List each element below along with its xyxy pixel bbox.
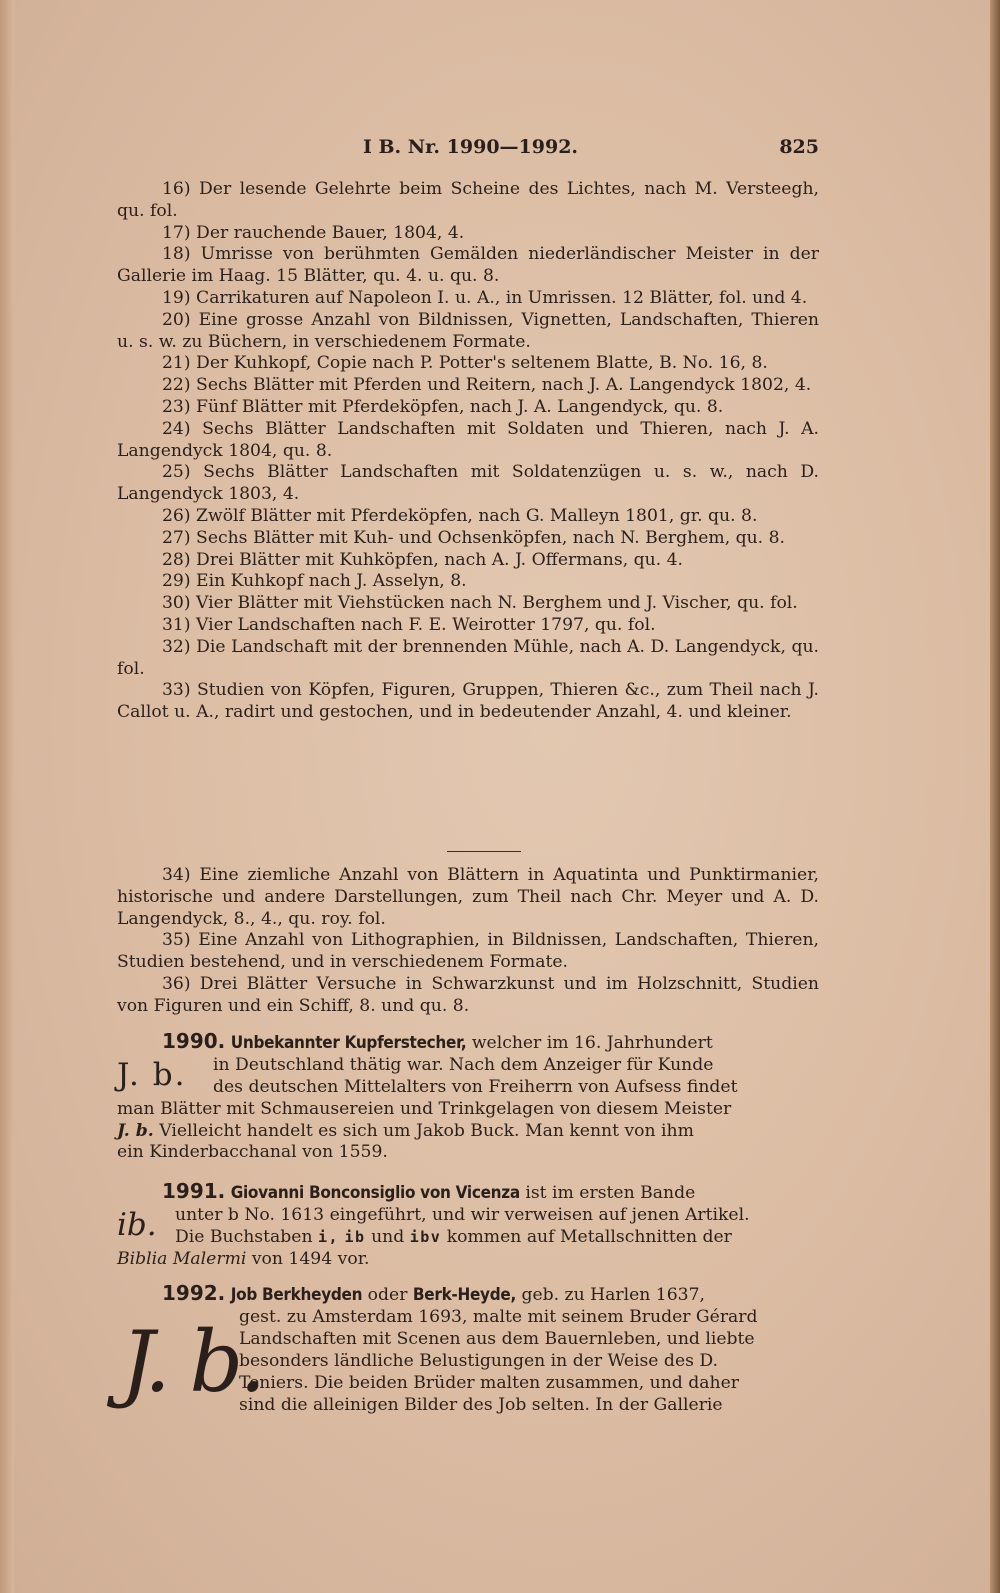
entry-text: oder xyxy=(367,1285,408,1305)
list-item: 30) Vier Blätter mit Viehstücken nach N. Berghem und J. Vischer, qu. fol. xyxy=(162,593,798,614)
letter-mark: ib xyxy=(344,1227,366,1246)
list-item: 36) Drei Blätter Versuche in Schwarzkunst und im Holzschnitt, Studien von Figuren und ein Schiff, 8. und qu. 8. xyxy=(117,973,819,1016)
entry-text: und xyxy=(371,1226,405,1247)
entry-text: ist im ersten Bande xyxy=(525,1183,696,1203)
entry-1991 xyxy=(117,1181,819,1271)
list-item: 16) Der lesende Gelehrte beim Scheine des Lichtes, nach M. Versteegh, qu. fol. xyxy=(117,179,819,221)
entry-1992 xyxy=(117,1283,819,1417)
list-item: 28) Drei Blätter mit Kuhköpfen, nach A. J. Offermans, qu. 4. xyxy=(162,549,684,570)
entry-text: man Blätter mit Schmausereien und Trinkgelagen von diesem Meister xyxy=(117,1098,732,1119)
list-item: 23) Fünf Blätter mit Pferdeköpfen, nach J. A. Langendyck, qu. 8. xyxy=(162,396,724,417)
entry-text: des deutschen Mittelalters von Freiherrn von Aufsess findet xyxy=(213,1076,738,1097)
artist-name: Unbekannter Kupferstecher, xyxy=(230,1033,467,1053)
list-item: 18) Umrisse von berühmten Gemälden niederländischer Meister in der Gallerie im Haag. 15 Blätter, qu. 4. u. qu. 8. xyxy=(117,244,819,287)
entry-1990 xyxy=(117,1031,819,1164)
list-item: 24) Sechs Blätter Landschaften mit Soldaten und Thieren, nach J. A. Langendyck 1804, qu. 8. xyxy=(117,418,819,461)
list-item: 31) Vier Landschaften nach F. E. Weirotter 1797, qu. fol. xyxy=(162,614,656,635)
entry-text: in Deutschland thätig war. Nach dem Anzeiger für Kunde xyxy=(213,1054,714,1075)
monogram: ib. xyxy=(117,1206,157,1243)
entry-text: von 1494 vor. xyxy=(251,1248,370,1269)
letter-mark: ibv xyxy=(409,1227,442,1246)
entry-text: sind die alleinigen Bilder des Job selten. In der Gallerie xyxy=(239,1394,723,1415)
list-item: 32) Die Landschaft mit der brennenden Mühle, nach A. D. Langendyck, qu. fol. xyxy=(117,636,819,679)
page-right-edge xyxy=(990,0,1000,1593)
entry-text: Biblia Malermi xyxy=(117,1248,247,1269)
page-left-edge xyxy=(0,0,14,1593)
list-item: 20) Eine grosse Anzahl von Bildnissen, Vignetten, Landschaften, Thieren u. s. w. zu Büchern, in verschiedenem Formate. xyxy=(117,309,819,352)
works-list-2 xyxy=(117,865,819,1018)
works-list xyxy=(117,179,819,724)
entry-text: Landschaften mit Scenen aus dem Bauernleben, und liebte xyxy=(239,1328,755,1349)
monogram: J. b. xyxy=(117,1056,187,1093)
entry-number: 1991. xyxy=(162,1179,226,1203)
entry-number: 1992. xyxy=(162,1281,226,1305)
list-item: 22) Sechs Blätter mit Pferden und Reitern, nach J. A. Langendyck 1802, 4. xyxy=(162,375,812,396)
entry-text: Die Buchstaben xyxy=(175,1226,313,1247)
list-item: 33) Studien von Köpfen, Figuren, Gruppen, Thieren &c., zum Theil nach J. Callot u. A., radirt und gestochen, und in bedeutender Anzahl, 4. und kleiner. xyxy=(117,680,819,723)
list-item: 17) Der rauchende Bauer, 1804, 4. xyxy=(162,222,465,243)
entry-text: gest. zu Amsterdam 1693, malte mit seinem Bruder Gérard xyxy=(239,1306,758,1327)
list-item: 34) Eine ziemliche Anzahl von Blättern in Aquatinta und Punktirmanier, historische und andere Darstellungen, zum Theil nach Chr. Meyer und A. D. Langendyck, 8., 4., qu. roy. fol. xyxy=(117,865,819,929)
artist-name: Giovanni Bonconsiglio von Vicenza xyxy=(230,1183,520,1203)
entry-text: J. b. xyxy=(117,1120,154,1141)
entry-text: unter b No. 1613 eingeführt, und wir verweisen auf jenen Artikel. xyxy=(175,1204,750,1225)
letter-mark: i, xyxy=(318,1227,340,1246)
list-item: 25) Sechs Blätter Landschaften mit Soldatenzügen u. s. w., nach D. Langendyck 1803, 4. xyxy=(117,462,819,505)
entry-text: kommen auf Metallschnitten der xyxy=(446,1226,732,1247)
list-item: 26) Zwölf Blätter mit Pferdeköpfen, nach G. Malleyn 1801, gr. qu. 8. xyxy=(162,505,758,526)
entry-text: Teniers. Die beiden Brüder malten zusammen, und daher xyxy=(239,1372,739,1393)
section-divider xyxy=(447,851,521,852)
running-header xyxy=(117,137,819,163)
monogram: J. b. xyxy=(121,1312,263,1411)
entry-text: besonders ländliche Belustigungen in der Weise des D. xyxy=(239,1350,719,1371)
entry-text: welcher im 16. Jahrhundert xyxy=(471,1033,713,1053)
list-item: 29) Ein Kuhkopf nach J. Asselyn, 8. xyxy=(162,571,467,592)
entry-text: ein Kinderbacchanal von 1559. xyxy=(117,1142,388,1163)
artist-name: Job Berkheyden xyxy=(230,1285,363,1305)
entry-text: geb. zu Harlen 1637, xyxy=(521,1285,705,1305)
list-item: 27) Sechs Blätter mit Kuh- und Ochsenköpfen, nach N. Berghem, qu. 8. xyxy=(162,527,786,548)
header-title: I B. Nr. 1990—1992. xyxy=(363,136,579,158)
list-item: 19) Carrikaturen auf Napoleon I. u. A., in Umrissen. 12 Blätter, fol. und 4. xyxy=(162,287,808,308)
page-number: 825 xyxy=(779,136,819,158)
list-item: 21) Der Kuhkopf, Copie nach P. Potter's seltenem Blatte, B. No. 16, 8. xyxy=(162,353,768,374)
entry-number: 1990. xyxy=(162,1029,226,1053)
artist-name-alt: Berk-Heyde, xyxy=(412,1285,516,1305)
list-item: 35) Eine Anzahl von Lithographien, in Bildnissen, Landschaften, Thieren, Studien bestehend, und in verschiedenem Formate. xyxy=(117,930,819,973)
entry-text: Vielleicht handelt es sich um Jakob Buck. Man kennt von ihm xyxy=(159,1120,694,1141)
